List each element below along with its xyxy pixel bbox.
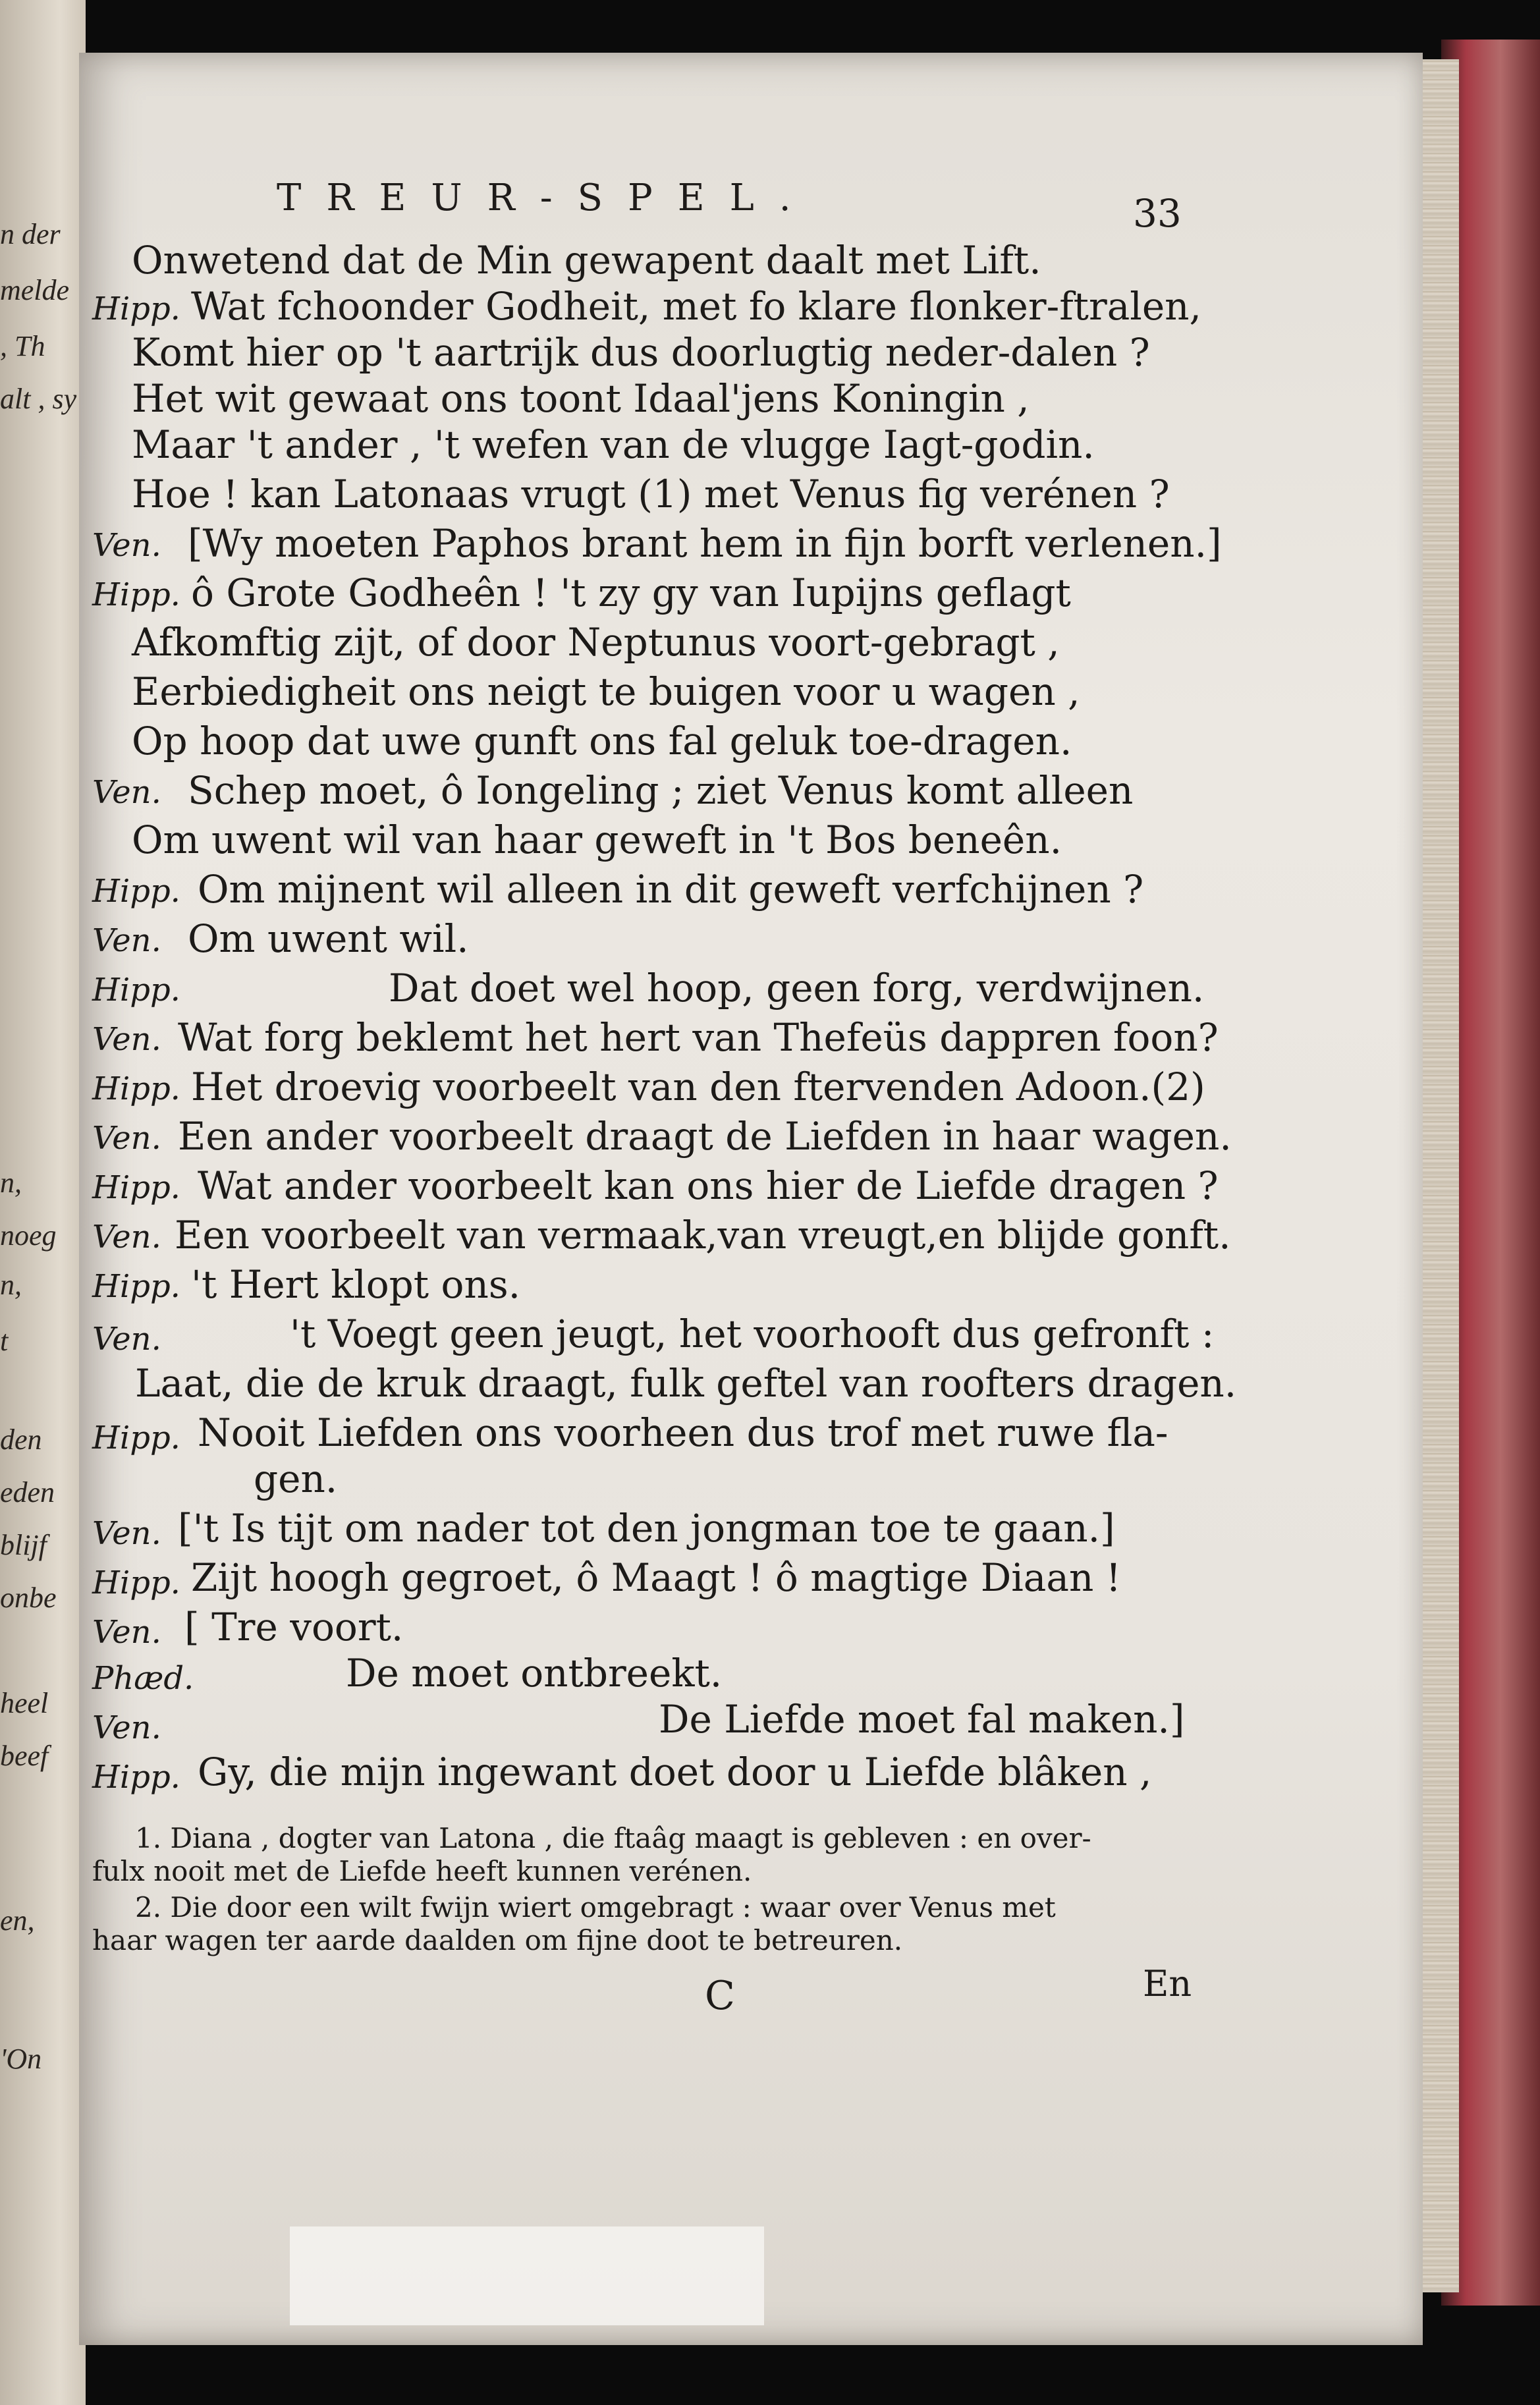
speaker-label: Ven. bbox=[92, 1321, 161, 1358]
speaker-label: Hipp. bbox=[92, 873, 180, 910]
margin-fragment: n, bbox=[0, 1167, 22, 1199]
verse-line: De moet ontbreekt. bbox=[346, 1651, 723, 1696]
speaker-label: Ven. bbox=[92, 774, 161, 811]
margin-fragment: melde bbox=[0, 274, 70, 306]
previous-page-edge bbox=[0, 0, 86, 2405]
verse-line: Het droevig voorbeelt van den ftervenden Adoon.(2) bbox=[191, 1064, 1205, 1109]
speaker-label: Ven. bbox=[92, 922, 161, 959]
margin-fragment: alt , sy bbox=[0, 383, 77, 415]
verse-line: gen. bbox=[254, 1456, 338, 1501]
footnote-line: haar wagen ter aarde daalden om fijne doot te betreuren. bbox=[92, 1924, 903, 1956]
speaker-label: Ven. bbox=[92, 1515, 161, 1552]
signature-mark: C bbox=[705, 1973, 735, 2019]
speaker-label: Hipp. bbox=[92, 1564, 180, 1601]
speaker-label: Hipp. bbox=[92, 1169, 180, 1206]
verse-line: Komt hier op 't aartrijk dus doorlugtig neder-dalen ? bbox=[132, 330, 1150, 375]
footnote-line: 2. Die door een wilt fwijn wiert omgebragt : waar over Venus met bbox=[135, 1891, 1056, 1923]
speaker-label: Phæd. bbox=[92, 1660, 194, 1697]
margin-fragment: heel bbox=[0, 1687, 49, 1719]
verse-line: Onwetend dat de Min gewapent daalt met Lift. bbox=[132, 238, 1041, 283]
margin-fragment: onbe bbox=[0, 1582, 57, 1614]
verse-line: Eerbiedigheit ons neigt te buigen voor u wagen , bbox=[132, 669, 1080, 714]
footnote-line: fulx nooit met de Liefde heeft kunnen verénen. bbox=[92, 1855, 752, 1887]
verse-line: Op hoop dat uwe gunft ons fal geluk toe-dragen. bbox=[132, 719, 1072, 763]
speaker-label: Ven. bbox=[92, 527, 161, 564]
verse-line: Wat ander voorbeelt kan ons hier de Liefde dragen ? bbox=[198, 1163, 1219, 1208]
verse-line: Om uwent wil. bbox=[188, 916, 469, 961]
margin-fragment: , Th bbox=[0, 330, 45, 362]
verse-line: Laat, die de kruk draagt, fulk geftel van roofters dragen. bbox=[135, 1361, 1237, 1406]
speaker-label: Hipp. bbox=[92, 1420, 180, 1456]
verse-line: 't Voegt geen jeugt, het voorhooft dus gefronft : bbox=[290, 1312, 1215, 1356]
verse-line: Om mijnent wil alleen in dit geweft verfchijnen ? bbox=[198, 867, 1144, 912]
verse-line: ['t Is tijt om nader tot den jongman toe te gaan.] bbox=[178, 1506, 1115, 1551]
speaker-label: Hipp. bbox=[92, 1759, 180, 1796]
speaker-label: Ven. bbox=[92, 1021, 161, 1058]
margin-fragment: beef bbox=[0, 1740, 49, 1772]
verse-line: 't Hert klopt ons. bbox=[191, 1262, 521, 1307]
catchword: En bbox=[1143, 1963, 1192, 2004]
verse-line: Maar 't ander , 't wefen van de vlugge Iagt-godin. bbox=[132, 422, 1095, 467]
speaker-label: Hipp. bbox=[92, 1268, 180, 1305]
verse-line: Schep moet, ô Iongeling ; ziet Venus komt alleen bbox=[188, 768, 1134, 813]
verse-line: ô Grote Godheên ! 't zy gy van Iupijns geflagt bbox=[191, 570, 1071, 615]
margin-fragment: blijf bbox=[0, 1529, 47, 1561]
speaker-label: Ven. bbox=[92, 1219, 161, 1256]
verse-line: [Wy moeten Paphos brant hem in fijn borft verlenen.] bbox=[188, 521, 1222, 566]
footnote-line: 1. Diana , dogter van Latona , die ftaâg maagt is gebleven : en over- bbox=[135, 1822, 1091, 1854]
margin-fragment: eden bbox=[0, 1476, 55, 1508]
paper-label bbox=[290, 2226, 764, 2325]
verse-line: [ Tre voort. bbox=[184, 1605, 404, 1649]
running-title: TREUR-SPEL. bbox=[277, 177, 816, 219]
speaker-label: Ven. bbox=[92, 1614, 161, 1651]
page-number: 33 bbox=[1133, 191, 1182, 236]
verse-line: Hoe ! kan Latonaas vrugt (1) met Venus fig verénen ? bbox=[132, 472, 1170, 516]
verse-line: Wat forg beklemt het hert van Thefeüs dappren foon? bbox=[178, 1015, 1219, 1060]
margin-fragment: t bbox=[0, 1325, 9, 1357]
margin-fragment: n der bbox=[0, 218, 61, 250]
verse-line: Zijt hoogh gegroet, ô Maagt ! ô magtige Diaan ! bbox=[191, 1555, 1122, 1600]
margin-fragment: en, bbox=[0, 1904, 35, 1937]
verse-line: Gy, die mijn ingewant doet door u Liefde blâken , bbox=[198, 1750, 1152, 1794]
speaker-label: Hipp. bbox=[92, 576, 180, 613]
verse-line: Een voorbeelt van vermaak,van vreugt,en blijde gonft. bbox=[175, 1213, 1231, 1258]
speaker-label: Ven. bbox=[92, 1709, 161, 1746]
verse-line: De Liefde moet fal maken.] bbox=[659, 1697, 1185, 1742]
margin-fragment: 'On bbox=[0, 2043, 42, 2075]
verse-line: Wat fchoonder Godheit, met fo klare flonker-ftralen, bbox=[191, 284, 1201, 329]
verse-line: Een ander voorbeelt draagt de Liefden in haar wagen. bbox=[178, 1114, 1232, 1159]
verse-line: Nooit Liefden ons voorheen dus trof met ruwe fla- bbox=[198, 1410, 1169, 1455]
margin-fragment: den bbox=[0, 1424, 42, 1456]
speaker-label: Ven. bbox=[92, 1120, 161, 1157]
verse-line: Dat doet wel hoop, geen forg, verdwijnen. bbox=[389, 966, 1205, 1010]
speaker-label: Hipp. bbox=[92, 972, 180, 1009]
verse-line: Om uwent wil van haar geweft in 't Bos beneên. bbox=[132, 817, 1062, 862]
speaker-label: Hipp. bbox=[92, 290, 180, 327]
verse-line: Het wit gewaat ons toont Idaal'jens Koningin , bbox=[132, 376, 1030, 421]
margin-fragment: n, bbox=[0, 1269, 22, 1301]
speaker-label: Hipp. bbox=[92, 1070, 180, 1107]
verse-line: Afkomftig zijt, of door Neptunus voort-gebragt , bbox=[132, 620, 1060, 665]
margin-fragment: noeg bbox=[0, 1219, 57, 1252]
